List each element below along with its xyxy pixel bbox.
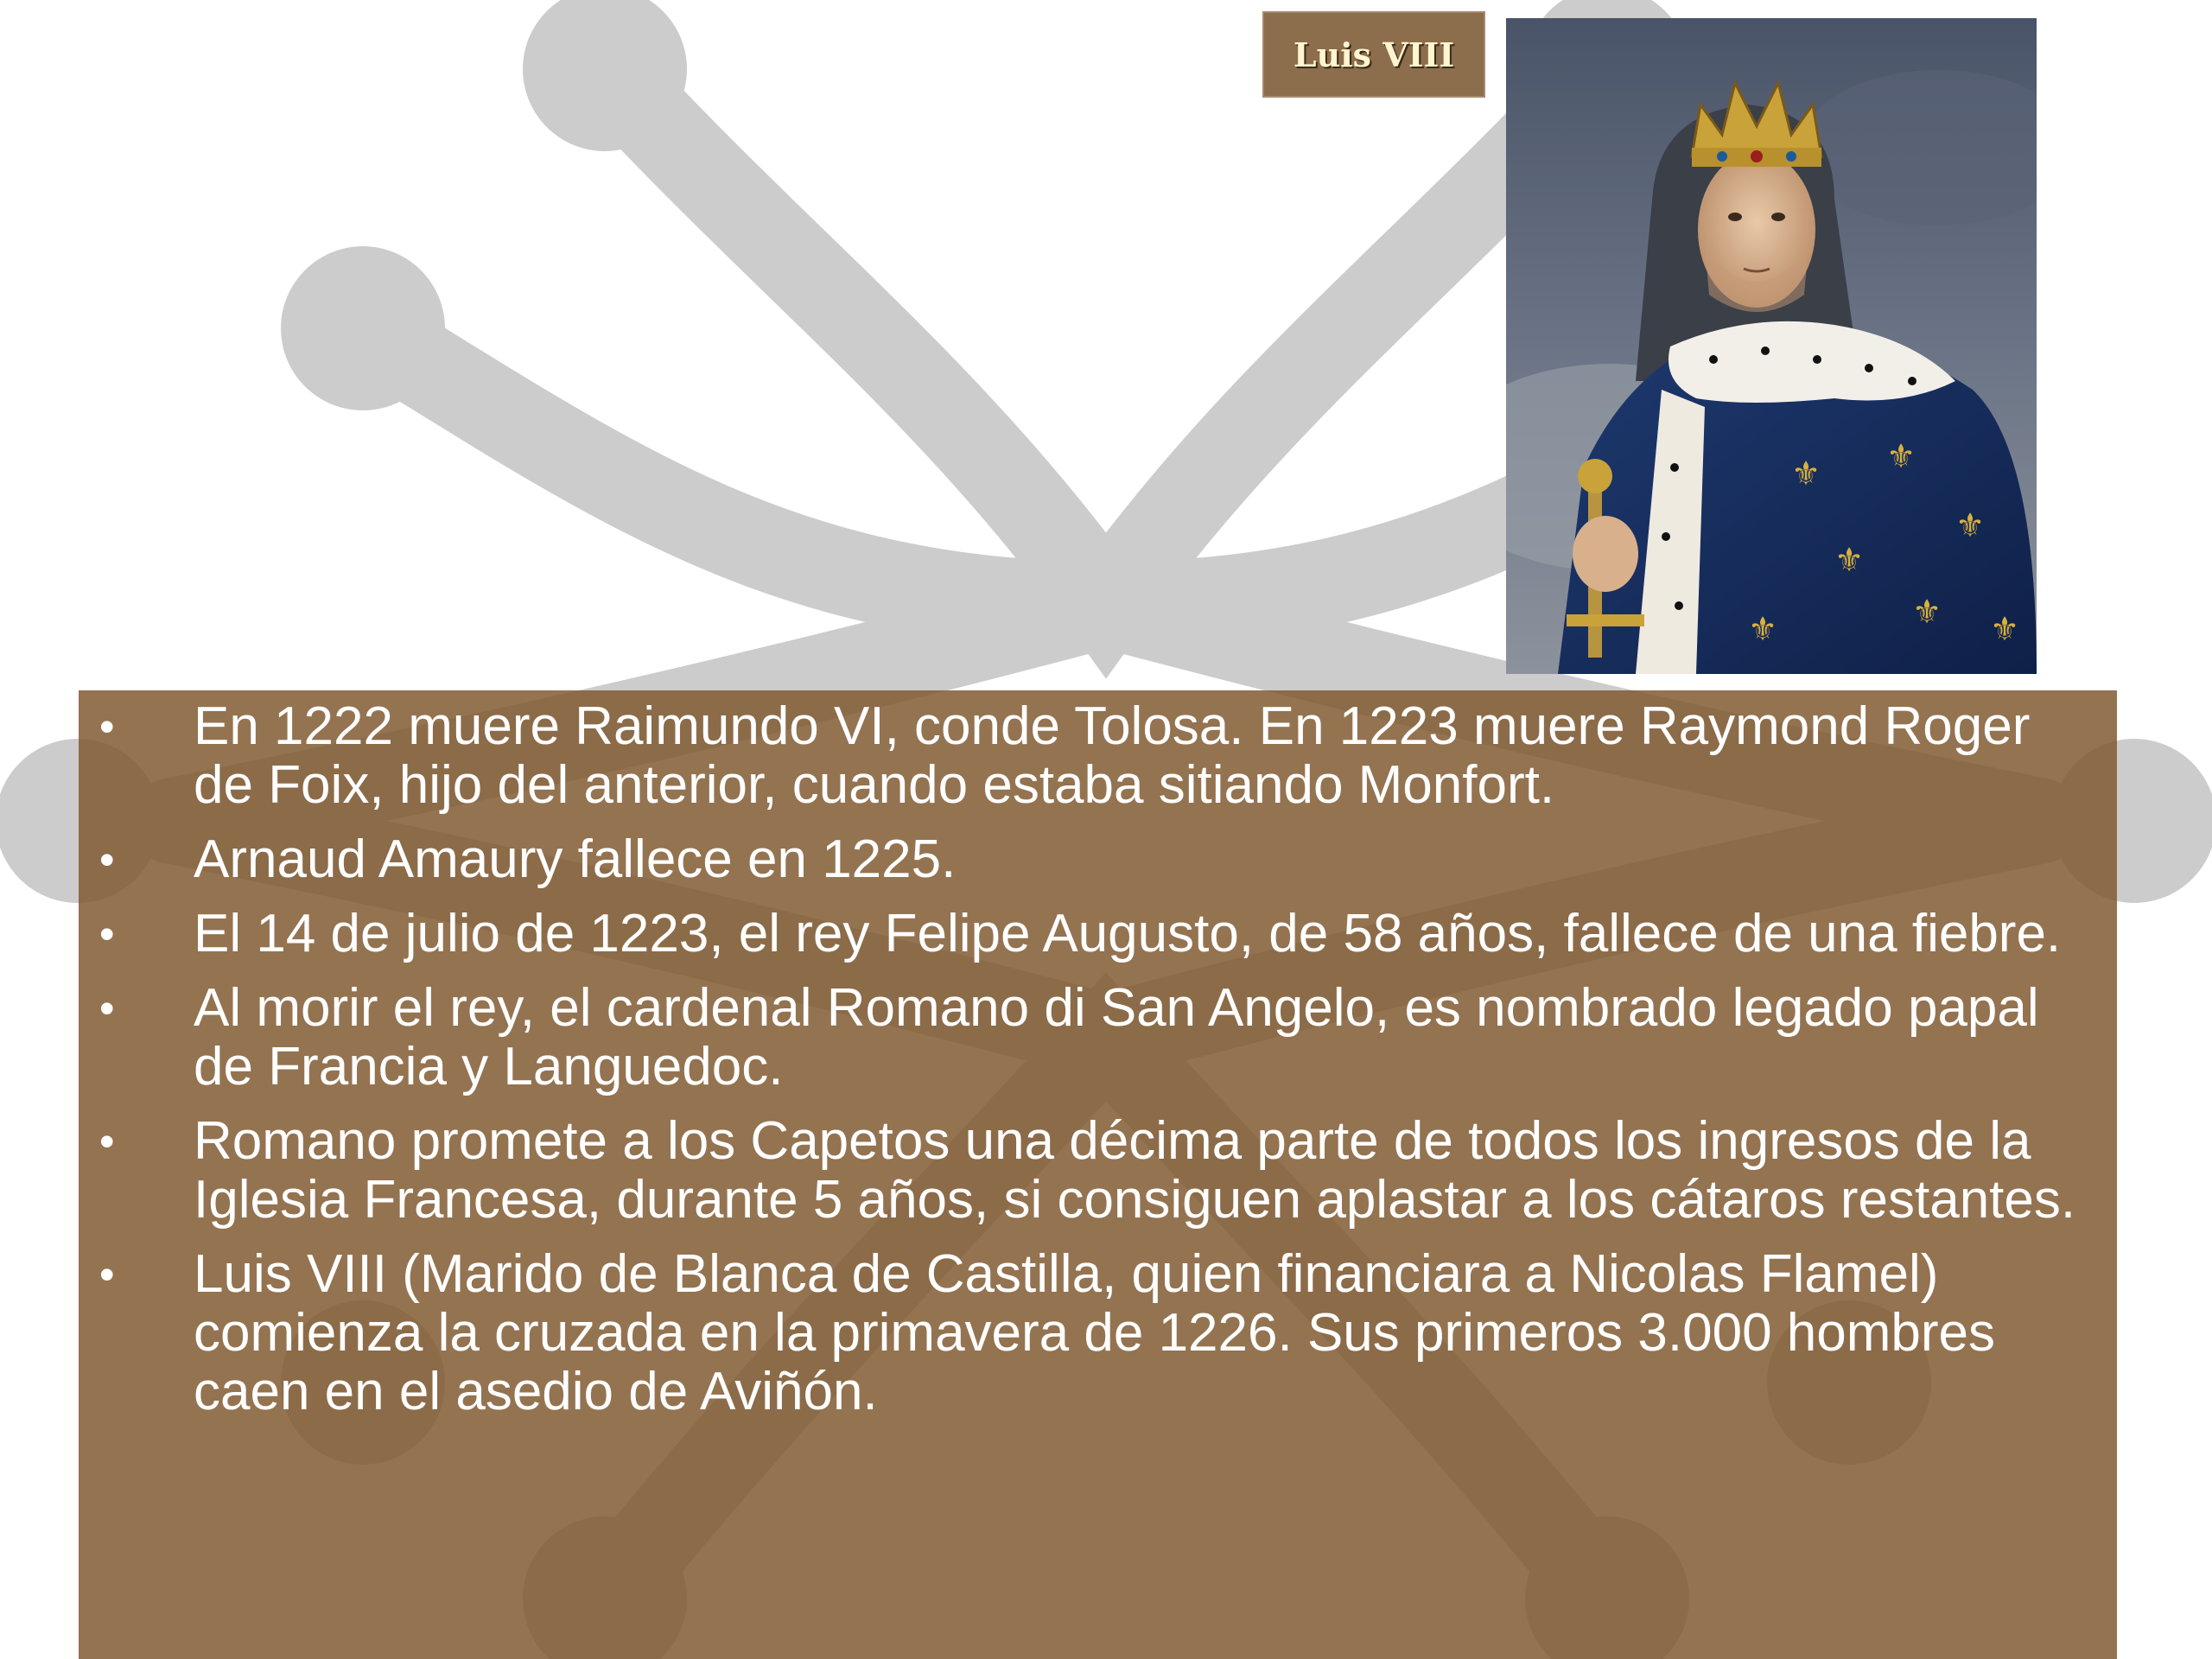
list-item: [79, 1245, 2117, 1421]
svg-text:⚜: ⚜: [1834, 541, 1865, 579]
bullet-icon: •: [99, 702, 115, 751]
svg-text:⚜: ⚜: [1791, 454, 1821, 493]
bullet-icon: •: [99, 910, 115, 958]
svg-text:⚜: ⚜: [1955, 506, 1986, 544]
bullet-text: En 1222 muere Raimundo VI, conde Tolosa. En 1223 muere Raymond Roger de Foix, hijo del anterior, cuando estaba sitiando Monfort.: [194, 696, 2031, 815]
list-item: [79, 830, 2117, 889]
portrait-label: Luis VIII: [1262, 11, 1485, 98]
text-panel: [79, 690, 2117, 1659]
svg-text:⚜: ⚜: [1912, 593, 1942, 631]
svg-text:⚜: ⚜: [1990, 610, 2020, 648]
list-item: [79, 979, 2117, 1096]
bullet-icon: •: [99, 836, 115, 884]
bullet-text: El 14 de julio de 1223, el rey Felipe Augusto, de 58 años, fallece de una fiebre.: [194, 904, 2062, 963]
svg-text:⚜: ⚜: [1886, 437, 1916, 475]
bullet-icon: •: [99, 984, 115, 1033]
bullet-icon: •: [99, 1117, 115, 1166]
list-item: [79, 697, 2117, 815]
list-item: [79, 1112, 2117, 1230]
bullet-text: Arnaud Amaury fallece en 1225.: [194, 830, 957, 889]
list-item: [79, 905, 2117, 963]
bullet-list: [79, 697, 2117, 1437]
bullet-text: Luis VIII (Marido de Blanca de Castilla, quien financiara a Nicolas Flamel) comienza la cruzada en la primavera de 1226. Sus primeros 3.000 hombres caen en el asedio de Aviñón.: [194, 1244, 1995, 1421]
bullet-text: Romano promete a los Capetos una décima parte de todos los ingresos de la Iglesia Francesa, durante 5 años, si consiguen aplastar a los cátaros restantes.: [194, 1111, 2076, 1230]
portrait-image: [1506, 18, 2037, 674]
bullet-text: Al morir el rey, el cardenal Romano di San Angelo, es nombrado legado papal de Francia y Languedoc.: [194, 978, 2039, 1096]
bullet-icon: •: [99, 1250, 115, 1299]
svg-text:⚜: ⚜: [1748, 610, 1778, 648]
